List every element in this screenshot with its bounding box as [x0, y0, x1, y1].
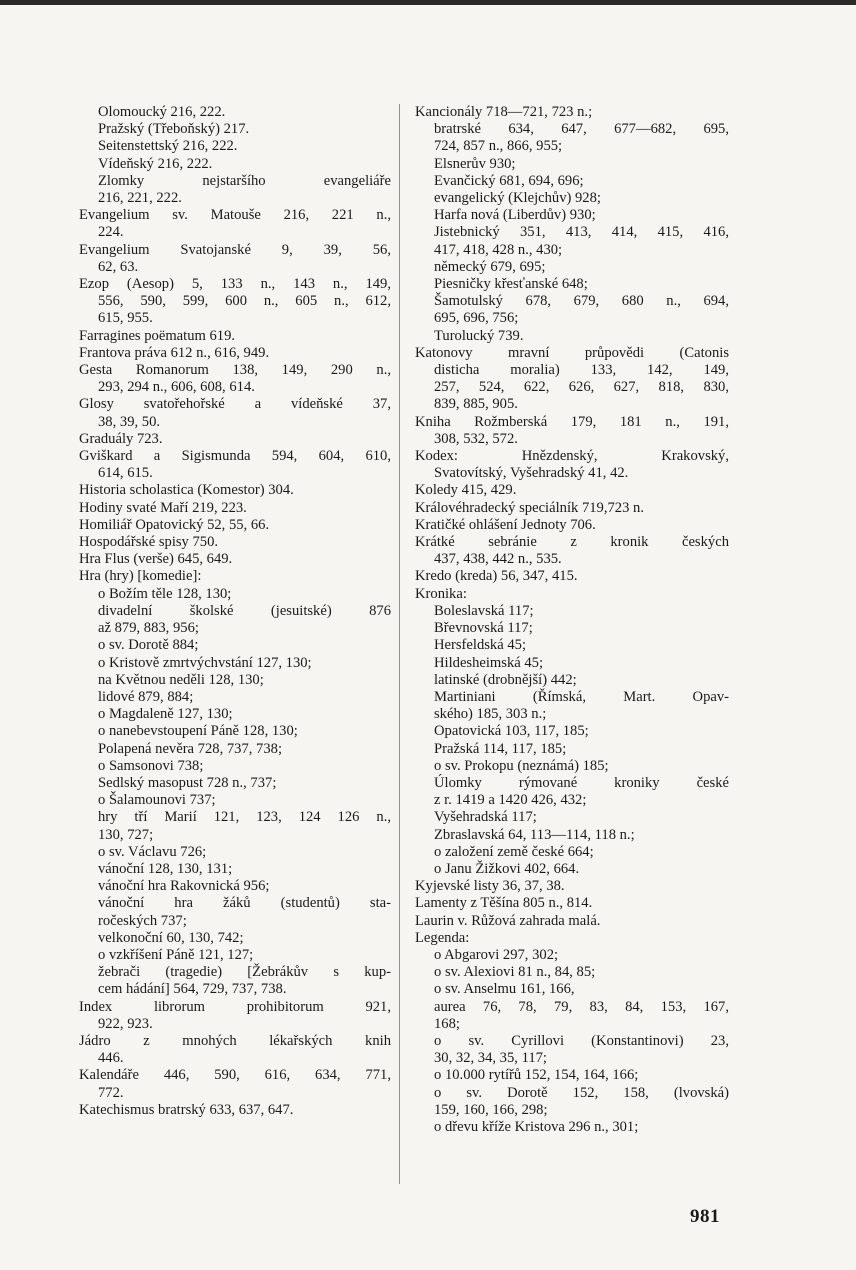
index-entry: [415, 121, 729, 155]
index-entry-line: 168;: [434, 1015, 460, 1032]
index-entry-line: o Samsonovi 738;: [98, 757, 204, 774]
index-entry-line: Boleslavská 117;: [434, 602, 534, 619]
index-entry-line: vánoční 128, 130, 131;: [98, 860, 233, 877]
index-entry-line: Svatovítský, Vyšehradský 41, 42.: [434, 465, 629, 482]
index-entry-line: 724, 857 n., 866, 955;: [434, 138, 563, 155]
index-entry: [415, 999, 729, 1033]
index-entry: [79, 517, 391, 534]
index-entry-line: o nanebevstoupení Páně 128, 130;: [98, 723, 298, 740]
index-entry: [415, 689, 729, 723]
index-entry: [415, 207, 729, 224]
index-entry-line: vánoční hra Rakovnická 956;: [98, 878, 270, 895]
index-entry: [415, 293, 729, 327]
index-entry: [79, 758, 391, 775]
index-entry-line: Farragines poëmatum 619.: [79, 327, 236, 344]
index-entry: [415, 1033, 729, 1067]
index-entry-line: 130, 727;: [98, 826, 154, 843]
index-entry: [79, 706, 391, 723]
index-entry: [79, 1102, 391, 1119]
index-entry-line: Jádro z mnohých lékařských knih: [79, 1032, 391, 1049]
index-entry-line: 224.: [98, 224, 124, 241]
index-entry-line: 839, 885, 905.: [434, 396, 518, 413]
index-entry: [415, 844, 729, 861]
index-entry-line: až 879, 883, 956;: [98, 620, 199, 637]
index-entry-line: 922, 923.: [98, 1015, 153, 1032]
index-entry: [79, 173, 391, 207]
column-divider: [399, 104, 400, 1184]
index-entry-line: 446.: [98, 1050, 124, 1067]
index-entry: [79, 500, 391, 517]
index-entry-line: Vídeňský 216, 222.: [98, 155, 213, 172]
index-entry: [415, 1085, 729, 1119]
index-entry-line: Kredo (kreda) 56, 347, 415.: [415, 568, 578, 585]
index-entry: [415, 517, 729, 534]
index-entry: [79, 448, 391, 482]
index-entry-line: Hildesheimská 45;: [434, 654, 544, 671]
index-entry-line: 556, 590, 599, 600 n., 605 n., 612,: [98, 293, 391, 310]
index-entry-line: Gviškard a Sigismunda 594, 604, 610,: [79, 448, 391, 465]
index-entry-line: Glosy svatořehořské a vídeňské 37,: [79, 396, 391, 413]
index-entry: [415, 448, 729, 482]
index-entry: [79, 930, 391, 947]
index-entry-line: Krátké sebránie z kronik českých: [415, 534, 729, 551]
index-entry-line: Seitenstettský 216, 222.: [98, 138, 238, 155]
index-entry: [79, 482, 391, 499]
index-entry: [415, 104, 729, 121]
index-entry: [415, 723, 729, 740]
index-entry-line: Královéhradecký speciálník 719,723 n.: [415, 499, 644, 516]
index-entry-line: o Abgarovi 297, 302;: [434, 946, 559, 963]
index-entry: [415, 500, 729, 517]
index-entry-line: Ezop (Aesop) 5, 133 n., 143 n., 149,: [79, 276, 391, 293]
index-entry-line: 614, 615.: [98, 465, 153, 482]
index-entry: [415, 878, 729, 895]
index-entry: [79, 792, 391, 809]
index-entry-line: o Božím těle 128, 130;: [98, 585, 232, 602]
index-entry: [415, 586, 729, 603]
index-entry: [415, 672, 729, 689]
index-entry: [415, 964, 729, 981]
index-entry-line: evangelický (Klejchův) 928;: [434, 190, 601, 207]
index-entry-line: o sv. Cyrillovi (Konstantinovi) 23,: [434, 1032, 729, 1049]
scan-top-edge: [0, 0, 856, 5]
index-entry-line: Zlomky nejstaršího evangeliáře: [98, 172, 391, 189]
index-entry: [415, 809, 729, 826]
index-entry-line: o vzkříšení Páně 121, 127;: [98, 946, 254, 963]
index-entry: [415, 328, 729, 345]
index-entry-line: o sv. Alexiovi 81 n., 84, 85;: [434, 964, 596, 981]
index-entry-line: lidové 879, 884;: [98, 688, 194, 705]
index-entry-line: Zbraslavská 64, 113—114, 118 n.;: [434, 826, 635, 843]
index-entry-line: o 10.000 rytířů 152, 154, 164, 166;: [434, 1067, 639, 1084]
index-entry-line: Homiliář Opatovický 52, 55, 66.: [79, 516, 270, 533]
index-entry-line: Index librorum prohibitorum 921,: [79, 998, 391, 1015]
index-entry: [79, 964, 391, 998]
index-entry: [79, 534, 391, 551]
index-entry: [79, 999, 391, 1033]
index-entry-line: Břevnovská 117;: [434, 620, 533, 637]
index-entry-line: Lamenty z Těšína 805 n., 814.: [415, 895, 593, 912]
index-entry-line: Sedlský masopust 728 n., 737;: [98, 774, 277, 791]
index-entry-line: Šamotulský 678, 679, 680 n., 694,: [434, 293, 729, 310]
index-entry: [415, 861, 729, 878]
index-entry: [79, 345, 391, 362]
index-entry-line: Kyjevské listy 36, 37, 38.: [415, 878, 565, 895]
index-entry: [415, 620, 729, 637]
index-entry-line: Hospodářské spisy 750.: [79, 534, 219, 551]
index-entry: [415, 1067, 729, 1084]
index-entry: [415, 981, 729, 998]
index-entry-line: o Janu Žižkovi 402, 664.: [434, 860, 580, 877]
index-entry-line: Piesničky křesťanské 648;: [434, 276, 588, 293]
index-entry: [79, 861, 391, 878]
index-entry-line: 308, 532, 572.: [434, 430, 518, 447]
index-entry: [415, 156, 729, 173]
index-entry-line: o Magdaleně 127, 130;: [98, 706, 233, 723]
index-entry: [415, 775, 729, 809]
index-entry-line: Polapená nevěra 728, 737, 738;: [98, 740, 282, 757]
index-entry: [79, 138, 391, 155]
index-entry-line: Evančický 681, 694, 696;: [434, 172, 584, 189]
index-entry: [415, 414, 729, 448]
index-entry-line: o dřevu kříže Kristova 296 n., 301;: [434, 1118, 639, 1135]
index-entry-line: Hodiny svaté Maří 219, 223.: [79, 499, 247, 516]
index-entry: [415, 655, 729, 672]
index-column-right: [415, 104, 729, 1136]
index-entry-line: Evangelium sv. Matouše 216, 221 n.,: [79, 207, 391, 224]
index-entry: [79, 947, 391, 964]
index-entry-line: aurea 76, 78, 79, 83, 84, 153, 167,: [434, 998, 729, 1015]
index-entry: [415, 534, 729, 568]
index-entry: [79, 156, 391, 173]
index-entry-line: Elsnerův 930;: [434, 155, 516, 172]
index-entry-line: Pražská 114, 117, 185;: [434, 740, 567, 757]
index-entry-line: o Šalamounovi 737;: [98, 792, 216, 809]
index-entry: [79, 723, 391, 740]
index-entry-line: o sv. Dorotě 884;: [98, 637, 199, 654]
index-entry: [79, 362, 391, 396]
index-entry: [415, 190, 729, 207]
index-entry-line: Historia scholastica (Komestor) 304.: [79, 482, 294, 499]
index-entry: [79, 431, 391, 448]
index-entry-line: ročeských 737;: [98, 912, 187, 929]
index-entry: [79, 207, 391, 241]
index-entry-line: z r. 1419 a 1420 426, 432;: [434, 792, 587, 809]
index-entry: [79, 276, 391, 328]
index-entry-line: o sv. Anselmu 161, 166,: [434, 981, 575, 998]
index-entry-line: o sv. Dorotě 152, 158, (lvovská): [434, 1084, 729, 1101]
index-entry-line: Jistebnický 351, 413, 414, 415, 416,: [434, 224, 729, 241]
index-entry-line: Hra (hry) [komedie]:: [79, 568, 202, 585]
index-entry-line: Opatovická 103, 117, 185;: [434, 723, 589, 740]
index-entry: [79, 1033, 391, 1067]
index-entry: [79, 844, 391, 861]
index-entry: [415, 482, 729, 499]
index-entry-line: 38, 39, 50.: [98, 413, 161, 430]
index-entry: [79, 809, 391, 843]
index-entry-line: 30, 32, 34, 35, 117;: [434, 1050, 547, 1067]
index-entry-line: divadelní školské (jesuitské) 876: [98, 602, 391, 619]
index-entry-line: Martiniani (Římská, Mart. Opav-: [434, 688, 729, 705]
index-entry-line: 293, 294 n., 606, 608, 614.: [98, 379, 255, 396]
index-entry-line: Kodex: Hnězdenský, Krakovský,: [415, 448, 729, 465]
index-entry-line: vánoční hra žáků (studentů) sta-: [98, 895, 391, 912]
index-entry-line: velkonoční 60, 130, 742;: [98, 929, 244, 946]
index-entry: [79, 568, 391, 585]
index-entry: [415, 913, 729, 930]
index-entry: [415, 758, 729, 775]
index-entry: [415, 1119, 729, 1136]
index-entry: [79, 242, 391, 276]
index-entry-line: Hra Flus (verše) 645, 649.: [79, 551, 233, 568]
index-entry: [415, 603, 729, 620]
index-entry: [415, 345, 729, 414]
index-entry-line: hry tří Marií 121, 123, 124 126 n.,: [98, 809, 391, 826]
index-entry: [415, 224, 729, 258]
index-entry-line: Vyšehradská 117;: [434, 809, 537, 826]
index-entry: [79, 689, 391, 706]
index-entry-line: Gesta Romanorum 138, 149, 290 n.,: [79, 362, 391, 379]
index-entry: [79, 775, 391, 792]
index-entry-line: Pražský (Třeboňský) 217.: [98, 121, 250, 138]
index-entry-line: Olomoucký 216, 222.: [98, 104, 226, 120]
index-entry: [415, 947, 729, 964]
index-entry-line: Laurin v. Růžová zahrada malá.: [415, 912, 601, 929]
index-entry-line: Katonovy mravní průpovědi (Catonis: [415, 344, 729, 361]
index-entry-line: Úlomky rýmované kroniky české: [434, 774, 729, 791]
index-entry: [79, 637, 391, 654]
index-entry: [79, 551, 391, 568]
index-entry-line: Turolucký 739.: [434, 327, 524, 344]
index-entry-line: Kancionály 718—721, 723 n.;: [415, 104, 593, 120]
index-entry: [79, 672, 391, 689]
index-entry: [79, 1067, 391, 1101]
index-entry-line: Kalendáře 446, 590, 616, 634, 771,: [79, 1067, 391, 1084]
index-entry-line: 772.: [98, 1084, 124, 1101]
index-entry-line: ského) 185, 303 n.;: [434, 706, 547, 723]
index-entry: [415, 741, 729, 758]
index-entry: [79, 603, 391, 637]
index-entry-line: Katechismus bratrský 633, 637, 647.: [79, 1101, 294, 1118]
index-entry-line: o sv. Prokopu (neznámá) 185;: [434, 757, 609, 774]
index-entry-line: o založení země české 664;: [434, 843, 594, 860]
index-entry-line: Harfa nová (Liberdův) 930;: [434, 207, 596, 224]
index-entry-line: Koledy 415, 429.: [415, 482, 517, 499]
index-entry-line: o Kristově zmrtvýchvstání 127, 130;: [98, 654, 312, 671]
index-entry: [79, 878, 391, 895]
index-entry: [79, 895, 391, 929]
index-entry-line: Graduály 723.: [79, 430, 163, 447]
index-entry-line: na Květnou neděli 128, 130;: [98, 671, 264, 688]
index-entry-line: Frantova práva 612 n., 616, 949.: [79, 344, 270, 361]
index-entry: [415, 276, 729, 293]
index-entry-line: německý 679, 695;: [434, 258, 546, 275]
index-column-left: [79, 104, 391, 1119]
index-entry-line: 216, 221, 222.: [98, 190, 182, 207]
index-entry-line: Hersfeldská 45;: [434, 637, 526, 654]
index-entry-line: 62, 63.: [98, 258, 139, 275]
index-entry-line: 695, 696, 756;: [434, 310, 519, 327]
index-entry: [79, 586, 391, 603]
index-entry: [415, 568, 729, 585]
index-entry: [415, 895, 729, 912]
index-entry-line: 257, 524, 622, 626, 627, 818, 830,: [434, 379, 729, 396]
index-entry: [79, 741, 391, 758]
index-entry: [415, 173, 729, 190]
index-entry-line: latinské (drobnější) 442;: [434, 671, 577, 688]
page-number: 981: [690, 1206, 720, 1227]
index-entry-line: 437, 438, 442 n., 535.: [434, 551, 562, 568]
index-entry-line: bratrské 634, 647, 677—682, 695,: [434, 121, 729, 138]
index-entry: [415, 637, 729, 654]
index-entry-line: Kniha Rožmberská 179, 181 n., 191,: [415, 413, 729, 430]
index-entry-line: disticha moralia) 133, 142, 149,: [434, 362, 729, 379]
index-entry-line: žebrači (tragedie) [Žebrákův s kup-: [98, 964, 391, 981]
index-entry-line: Kronika:: [415, 585, 467, 602]
index-entry: [79, 104, 391, 121]
index-entry-line: 615, 955.: [98, 310, 153, 327]
index-entry: [79, 396, 391, 430]
index-entry: [79, 121, 391, 138]
index-entry-line: cem hádání] 564, 729, 737, 738.: [98, 981, 287, 998]
index-entry: [79, 655, 391, 672]
index-entry-line: Evangelium Svatojanské 9, 39, 56,: [79, 241, 391, 258]
index-entry: [415, 827, 729, 844]
index-entry-line: Legenda:: [415, 929, 470, 946]
index-entry: [415, 259, 729, 276]
index-entry-line: 417, 418, 428 n., 430;: [434, 241, 563, 258]
index-entry: [79, 328, 391, 345]
index-entry-line: Kratičké ohlášení Jednoty 706.: [415, 516, 596, 533]
index-entry-line: 159, 160, 166, 298;: [434, 1101, 548, 1118]
index-entry: [415, 930, 729, 947]
index-entry-line: o sv. Václavu 726;: [98, 843, 207, 860]
